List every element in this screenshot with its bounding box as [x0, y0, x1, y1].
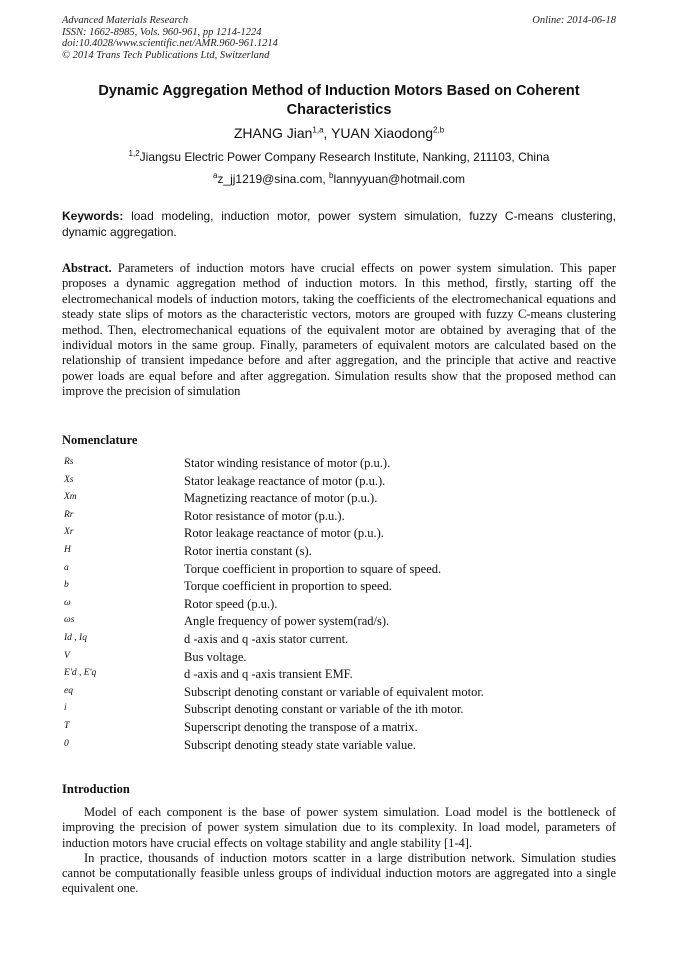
nomenclature-description: Subscript denoting constant or variable of the ith motor.: [184, 702, 464, 717]
nomenclature-description: Rotor resistance of motor (p.u.).: [184, 508, 345, 523]
nomenclature-row: [62, 613, 616, 631]
nomenclature-description: Stator leakage reactance of motor (p.u.).: [184, 473, 386, 488]
nomenclature-description: Stator winding resistance of motor (p.u.).: [184, 456, 391, 470]
abstract-text: Parameters of induction motors have crucial effects on power system simulation. This paper proposes a dynamic aggregation method of induction motors. In this method, firstly, starting off the electromechanical models of induction motors, taking the coefficients of the electromechanical equations and steady state slips of motors as the characteristic vectors, motors are grouped with fuzzy C-means clustering method. Then, electromechanical equations of the equivalent motor are obtained by averaging that of the individual motors in the same group. Finally, parameters of equivalent motors are calculated based on the relationship of transient impedance before and after aggregation, and the principle that active and reactive power loads are equal before and after aggregation. Simulation results show that the proposed method can improve the precision of simulation: [62, 261, 616, 399]
nomenclature-symbol: Rr: [64, 509, 74, 520]
keywords-text: load modeling, induction motor, power system simulation, fuzzy C-means clustering, dynamic aggregation.: [62, 209, 616, 239]
author-emails: [62, 172, 616, 186]
nomenclature-row: [62, 455, 616, 473]
nomenclature-list: [62, 455, 616, 754]
keywords-label: Keywords:: [62, 209, 124, 223]
nomenclature-row: [62, 666, 616, 684]
nomenclature-description: Torque coefficient in proportion to speed.: [184, 579, 392, 594]
nomenclature-symbol: eq: [64, 685, 73, 696]
nomenclature-row: [62, 490, 616, 508]
keywords-block: [62, 208, 616, 240]
introduction-heading: Introduction: [62, 782, 130, 796]
author-list: [62, 125, 616, 141]
nomenclature-symbol: V: [64, 650, 70, 661]
email-b-marker: b: [329, 171, 334, 180]
abstract-label: Abstract.: [62, 261, 112, 275]
email-a-marker: a: [212, 171, 218, 180]
nomenclature-row: [62, 631, 616, 649]
nomenclature-symbol: i: [64, 703, 67, 714]
nomenclature-row: [62, 561, 616, 579]
nomenclature-description: Rotor leakage reactance of motor (p.u.).: [184, 526, 384, 541]
introduction-body: [62, 805, 616, 897]
online-date: Online: 2014-06-18: [532, 15, 616, 26]
title-line-1: Dynamic Aggregation Method of Induction Motors Based on Coherent: [98, 83, 580, 99]
intro-paragraph-1: Model of each component is the base of power system simulation. Load model is the bottleneck of improving the precision of power system simulation due to its complexity. In load model, parameters of induction motors have crucial effects on voltage stability and angle stability [1-4].: [62, 805, 616, 850]
nomenclature-description: Subscript denoting constant or variable of equivalent motor.: [184, 684, 484, 699]
nomenclature-symbol: ωs: [64, 615, 75, 626]
nomenclature-description: d -axis and q -axis transient EMF.: [184, 667, 353, 682]
nomenclature-row: [62, 596, 616, 614]
email-a[interactable]: z_jj1219@sina.com,: [217, 172, 329, 186]
paper-title: [62, 82, 616, 120]
nomenclature-symbol: ω: [64, 597, 71, 608]
nomenclature-symbol: Id , Iq: [64, 632, 87, 643]
nomenclature-description: Angle frequency of power system(rad/s).: [184, 614, 390, 629]
nomenclature-row: [62, 543, 616, 561]
nomenclature-symbol: Rs: [64, 457, 74, 467]
nomenclature-row: [62, 719, 616, 737]
nomenclature-row: [62, 473, 616, 491]
nomenclature-symbol: b: [64, 580, 69, 591]
author-1: ZHANG Jian: [233, 125, 313, 141]
doi-line: doi:10.4028/www.scientific.net/AMR.960-961.1214: [62, 38, 278, 49]
nomenclature-symbol: Xr: [64, 527, 74, 538]
intro-paragraph-2: In practice, thousands of induction motors scatter in a large distribution network. Simulation studies cannot be computationally feasible unless groups of individual induction motors are aggregated into a single equivalent one.: [62, 850, 616, 896]
nomenclature-symbol: 0: [64, 738, 69, 749]
nomenclature-row: [62, 737, 616, 755]
nomenclature-row: [62, 684, 616, 702]
email-b[interactable]: lannyyuan@hotmail.com: [333, 172, 466, 186]
nomenclature-description: Magnetizing reactance of motor (p.u.).: [184, 491, 378, 506]
copyright-line: © 2014 Trans Tech Publications Ltd, Switzerland: [62, 49, 270, 61]
affiliation-text: Jiangsu Electric Power Company Research Institute, Nanking, 211103, China: [139, 150, 550, 164]
author-separator: ,: [323, 125, 332, 141]
author-2: YUAN Xiaodong: [331, 125, 434, 141]
affiliation: [62, 150, 616, 164]
journal-header: [62, 15, 616, 61]
nomenclature-symbol: T: [64, 720, 70, 731]
nomenclature-symbol: Xm: [64, 492, 77, 503]
nomenclature-description: Superscript denoting the transpose of a matrix.: [184, 719, 418, 734]
author-1-affil: 1,a: [312, 125, 324, 135]
nomenclature-symbol: E'd , E'q: [64, 668, 97, 679]
affiliation-marker: 1,2: [128, 149, 140, 158]
nomenclature-symbol: H: [64, 544, 71, 555]
nomenclature-description: Rotor speed (p.u.).: [184, 596, 278, 611]
nomenclature-symbol: a: [64, 562, 69, 573]
abstract-block: [62, 261, 616, 400]
journal-name: Advanced Materials Research: [62, 15, 189, 26]
nomenclature-row: [62, 578, 616, 596]
nomenclature-description: Subscript denoting steady state variable value.: [184, 737, 416, 752]
nomenclature-description: Bus voltage.: [184, 649, 247, 664]
nomenclature-heading: Nomenclature: [62, 433, 138, 447]
nomenclature-row: [62, 649, 616, 667]
nomenclature-row: [62, 525, 616, 543]
issn-line: ISSN: 1662-8985, Vols. 960-961, pp 1214-1224: [62, 26, 262, 38]
nomenclature-row: [62, 701, 616, 719]
nomenclature-description: Torque coefficient in proportion to square of speed.: [184, 561, 442, 576]
title-line-2: Characteristics: [286, 102, 392, 118]
nomenclature-row: [62, 508, 616, 526]
nomenclature-description: d -axis and q -axis stator current.: [184, 631, 349, 646]
nomenclature-symbol: Xs: [64, 474, 74, 485]
author-2-affil: 2,b: [433, 125, 445, 135]
nomenclature-description: Rotor inertia constant (s).: [184, 543, 312, 558]
